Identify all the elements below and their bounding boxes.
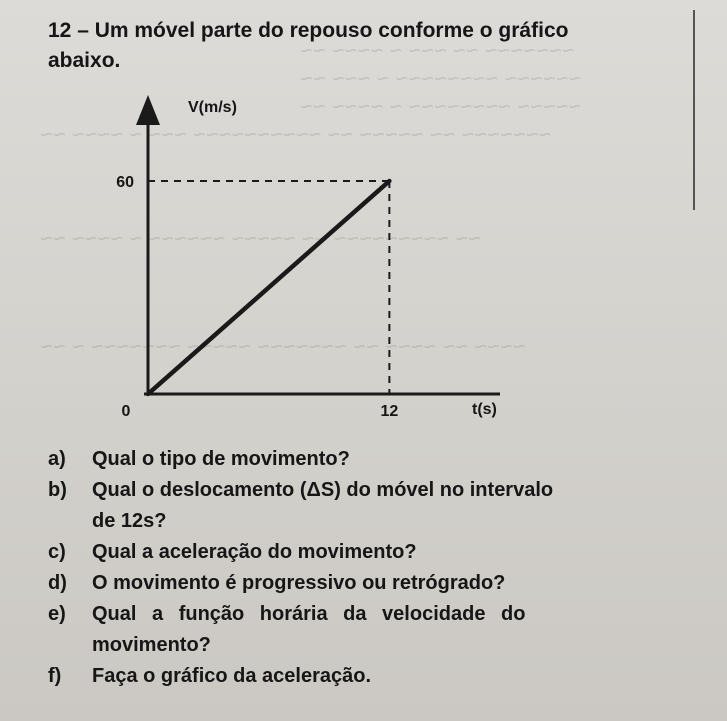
question-c-label: c) [48,541,66,563]
question-b-label: b) [48,479,67,501]
problem-line-2: abaixo. [48,49,121,72]
question-f-label: f) [48,665,62,687]
show-through-text: ~~~~~~ ~~~~~~~~ ~ ~~~ ~~ [300,66,582,91]
question-b-continued [92,508,166,534]
x-tick-label-12: 12 [380,403,399,420]
question-f [48,663,371,689]
question-e-text: Qual a função horária da velocidade do [92,603,526,625]
question-d-text: O movimento é progressivo ou retrógrado? [92,572,506,594]
y-axis-label: V(m/s) [188,99,237,116]
question-c-text: Qual a aceleração do movimento? [92,541,417,563]
question-e-text-line-2: movimento? [92,634,211,656]
question-a-label: a) [48,448,66,470]
question-e-continued [92,632,211,658]
question-b-text-line-2: de 12s? [92,510,167,532]
velocity-series-line [148,181,389,394]
question-d-label: d) [48,572,67,594]
x-axis-label: t(s) [472,401,497,418]
question-a [48,446,350,472]
show-through-text: ~~~~~ ~~~~~~~~ ~ ~~~~ ~~ [300,94,582,119]
question-e [48,601,525,627]
question-a-text: Qual o tipo de movimento? [92,448,350,470]
show-through-text: ~~ ~~~~~~~~~ ~~ ~~~~~ ~~~~~~ ~ ~~~~ ~~ [40,226,482,251]
show-through-text: ~~~~~~~ ~~ ~~~ ~ ~~~~ ~~ [300,38,575,63]
problem-line-1: 12 – Um móvel parte do repouso conforme o gráfico [48,19,569,42]
x-tick-label-0: 0 [121,403,131,420]
show-through-text: ~~~~~~~ ~~ ~~~~~ ~~ ~~~~~~~~~~ ~~~ ~ ~~~~ ~~ [40,122,552,147]
question-f-text: Faça o gráfico da aceleração. [92,665,372,687]
question-b [48,477,553,503]
question-c [48,539,417,565]
question-e-label: e) [48,603,66,625]
y-tick-label-60: 60 [116,174,134,191]
question-b-text: Qual o deslocamento (ΔS) do móvel no intervalo [92,479,554,501]
question-d [48,570,505,596]
show-through-text: ~~~~ ~~ ~~~~ ~~ ~~~~~~~ ~~~~~ ~~~~~~~ ~ ~~ [40,334,526,359]
